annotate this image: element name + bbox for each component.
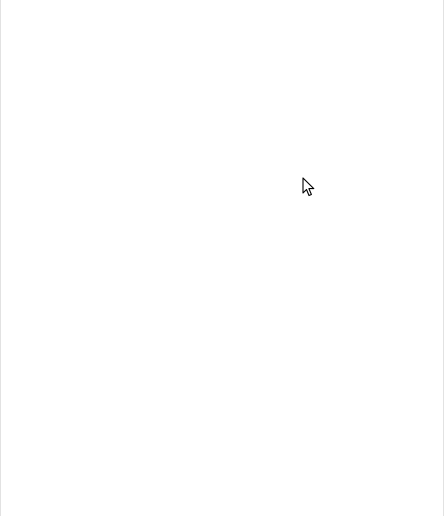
paragraph-2 bbox=[32, 126, 414, 150]
page-left-edge bbox=[0, 0, 1, 516]
paragraph-3 bbox=[32, 156, 414, 346]
paragraph-1 bbox=[32, 2, 414, 98]
mouse-pointer-arrow-icon bbox=[302, 177, 315, 197]
paragraph-4 bbox=[32, 360, 414, 510]
